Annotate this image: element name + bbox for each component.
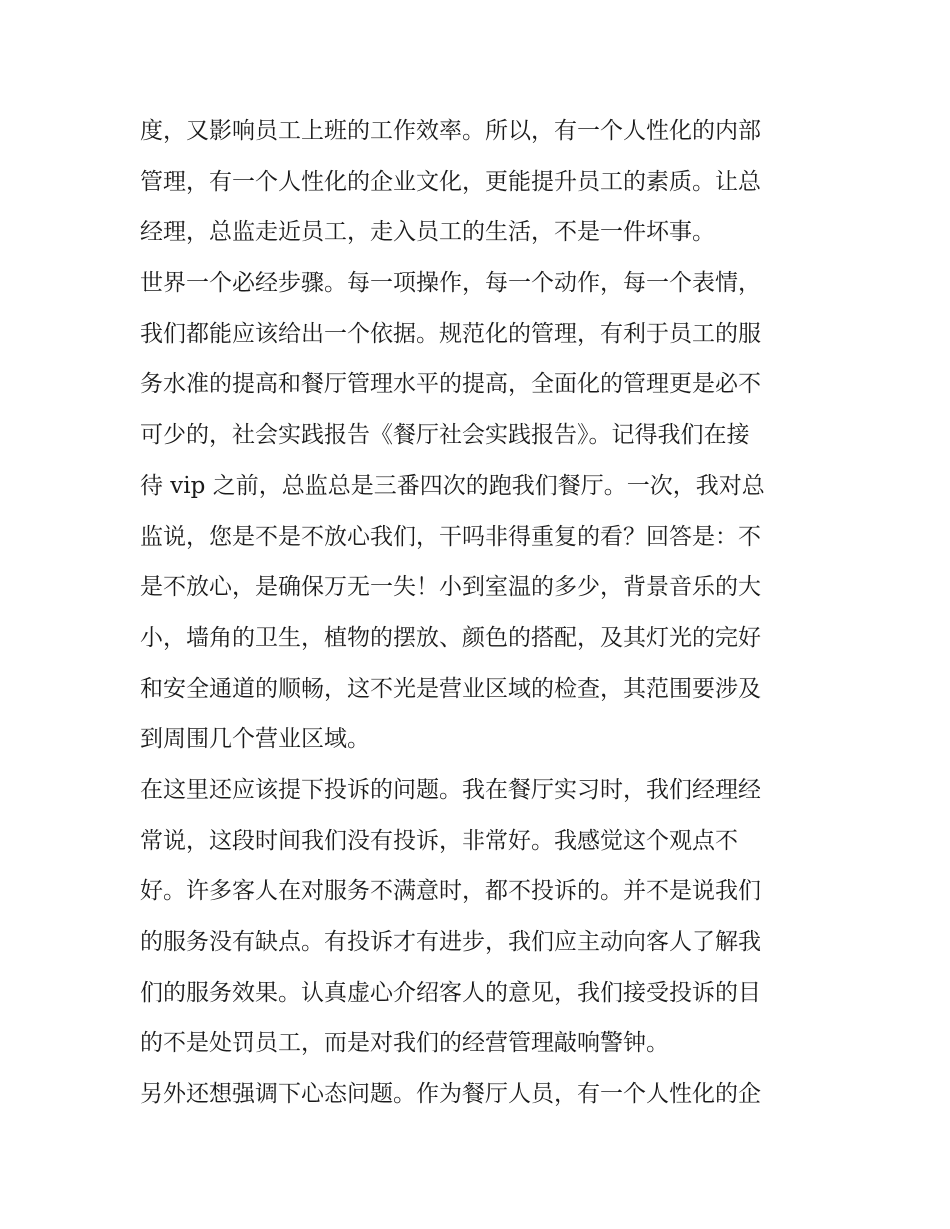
text-line: 常说，这段时间我们没有投诉，非常好。我感觉这个观点不 [140, 827, 738, 854]
text-line: 可少的，社会实践报告《餐厅社会实践报告》。记得我们在接 [140, 422, 750, 449]
text-line: 的不是处罚员工，而是对我们的经营管理敲响警钟。 [140, 1030, 669, 1057]
text-line: 的服务没有缺点。有投诉才有进步，我们应主动向客人了解我 [140, 929, 761, 955]
text-line: 们的服务效果。认真虚心介绍客人的意见，我们接受投诉的目 [140, 979, 761, 1006]
text-line: 待 vip 之前，总监总是三番四次的跑我们餐厅。一次，我对总 [140, 472, 765, 499]
text-line: 好。许多客人在对服务不满意时，都不投诉的。并不是说我们 [140, 878, 761, 905]
document-body [140, 106, 812, 1120]
text-line: 度，又影响员工上班的工作效率。所以，有一个人性化的内部 [140, 118, 761, 144]
text-line: 我们都能应该给出一个依据。规范化的管理，有利于员工的服 [140, 320, 761, 347]
text-line: 另外还想强调下心态问题。作为餐厅人员，有一个人性化的企 [140, 1081, 761, 1108]
text-line: 务水准的提高和餐厅管理水平的提高，全面化的管理更是必不 [140, 371, 761, 398]
text-line: 管理，有一个人性化的企业文化，更能提升员工的素质。让总 [140, 168, 761, 195]
text-line: 世界一个必经步骤。每一项操作，每一个动作，每一个表情， [140, 270, 761, 297]
text-line: 经理，总监走近员工，走入员工的生活，不是一件坏事。 [140, 219, 715, 246]
text-line: 是不放心，是确保万无一失！小到室温的多少，背景音乐的大 [140, 574, 761, 601]
text-line: 到周围几个营业区域。 [140, 726, 370, 753]
text-line: 在这里还应该提下投诉的问题。我在餐厅实习时，我们经理经 [140, 776, 761, 803]
text-line: 和安全通道的顺畅，这不光是营业区域的检查，其范围要涉及 [140, 675, 761, 702]
text-line: 小，墙角的卫生，植物的摆放、颜色的搭配，及其灯光的完好 [140, 624, 761, 651]
text-line: 监说，您是不是不放心我们，干吗非得重复的看？回答是：不 [140, 523, 761, 550]
